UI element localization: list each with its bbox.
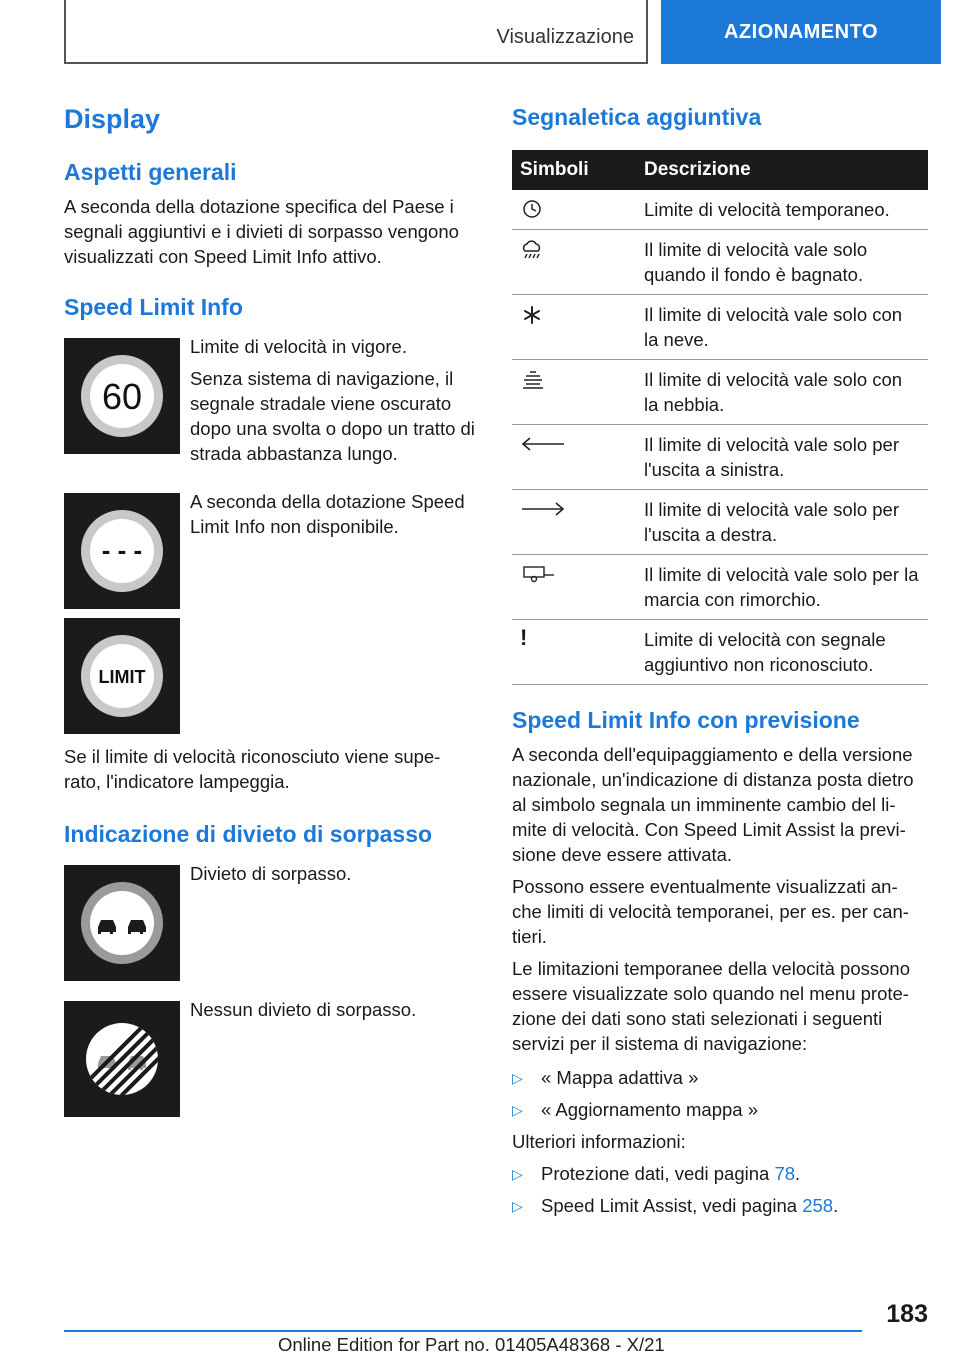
overtake-on-text: Divieto di sorpasso. bbox=[190, 863, 352, 884]
page-number: 183 bbox=[886, 1300, 928, 1328]
exclamation-icon: ! bbox=[520, 625, 528, 650]
table-row bbox=[512, 555, 928, 620]
col-symbol-header: Simboli bbox=[512, 150, 636, 190]
table-row bbox=[512, 490, 928, 555]
row-description: Limite di velocità con segnale aggiuntivo non riconosciuto. bbox=[636, 620, 928, 685]
sign-limit-label: LIMIT bbox=[98, 667, 146, 687]
fog-icon bbox=[520, 369, 546, 391]
chapter-tab: AZIONAMENTO bbox=[661, 0, 941, 64]
speed-sign-unavailable-image bbox=[64, 493, 180, 609]
rain-cloud-icon bbox=[520, 239, 544, 261]
table-row bbox=[512, 190, 928, 230]
more-info-label: Ulteriori informazioni: bbox=[512, 1131, 686, 1152]
table-row bbox=[512, 620, 928, 685]
sign-unavailable-text: A seconda della dotazione Speed Limit Info non disponibile. bbox=[190, 491, 465, 537]
page-link-258[interactable]: 258 bbox=[802, 1195, 834, 1216]
speed-sign-60-image bbox=[64, 338, 180, 454]
table-row bbox=[512, 425, 928, 490]
row-description: Il limite di velocità vale solo con la neve. bbox=[636, 295, 928, 360]
row-description: Il limite di velocità vale solo per l'uscita a sinistra. bbox=[636, 425, 928, 490]
arrow-right-icon bbox=[520, 499, 566, 519]
forecast-paragraph-2: Possono essere eventualmente visualizzati an‐ che limiti di velocità temporanei, per es. per can‐ tieri. bbox=[512, 876, 909, 947]
forecast-paragraph-3: Le limitazioni temporanee della velocità possono essere visualizzate solo quando nel menu prote‐ zione dei dati sono stati selezionati i seguenti servizi per il sistema di navigazione: bbox=[512, 958, 910, 1054]
bullet-triangle-icon: ▷ bbox=[512, 1070, 523, 1086]
no-overtaking-sign-image bbox=[64, 865, 180, 981]
general-text: A seconda della dotazione specifica del Paese i segnali aggiuntivi e i divieti di sorpasso vengono visualizzati con Speed Limit Info attivo. bbox=[64, 196, 459, 267]
page-link-78[interactable]: 78 bbox=[774, 1163, 796, 1184]
header-frame bbox=[64, 0, 648, 64]
arrow-left-icon bbox=[520, 434, 566, 454]
snowflake-icon bbox=[520, 304, 544, 326]
overtake-off-text: Nessun divieto di sorpasso. bbox=[190, 999, 417, 1020]
speed-sign-limit-image bbox=[64, 618, 180, 734]
bullet-triangle-icon: ▷ bbox=[512, 1102, 523, 1118]
bullet-triangle-icon: ▷ bbox=[512, 1166, 523, 1182]
bullet-triangle-icon: ▷ bbox=[512, 1198, 523, 1214]
footer-divider bbox=[64, 1330, 862, 1332]
page-title: Display bbox=[64, 104, 161, 134]
end-no-overtaking-sign-image bbox=[64, 1001, 180, 1117]
sign-60-text2: Senza sistema di navigazione, il segnale stradale viene oscurato dopo una svolta o dopo un tratto di strada abbastanza lungo. bbox=[190, 368, 475, 464]
row-description: Il limite di velocità vale solo per l'uscita a destra. bbox=[636, 490, 928, 555]
additional-signs-table bbox=[512, 150, 928, 685]
table-header-row bbox=[512, 150, 928, 190]
row-description: Il limite di velocità vale solo quando il fondo è bagnato. bbox=[636, 230, 928, 295]
row-description: Il limite di velocità vale solo per la marcia con rimorchio. bbox=[636, 555, 928, 620]
signs-heading: Segnaletica aggiuntiva bbox=[512, 104, 762, 130]
general-heading: Aspetti generali bbox=[64, 159, 237, 185]
sign-dash-label: - - - bbox=[101, 535, 143, 565]
sign-60-label: 60 bbox=[101, 376, 143, 417]
overtake-heading: Indicazione di divieto di sorpasso bbox=[64, 821, 433, 847]
exceed-text: Se il limite di velocità riconosciuto viene supe‐ rato, l'indicatore lampeggia. bbox=[64, 746, 441, 792]
sign-60-text1: Limite di velocità in vigore. bbox=[190, 336, 407, 357]
row-description: Limite di velocità temporaneo. bbox=[636, 190, 928, 230]
col-description-header: Descrizione bbox=[636, 150, 928, 190]
table-row bbox=[512, 295, 928, 360]
trailer-icon bbox=[520, 564, 556, 584]
section-title: Visualizzazione bbox=[496, 26, 634, 48]
sli-heading: Speed Limit Info bbox=[64, 294, 243, 320]
forecast-paragraph-1: A seconda dell'equipaggiamento e della versione nazionale, un'indicazione di distanza posta dietro al simbolo segnala un imminente cambio del li‐ mite di velocità. Con Speed Limit Assist la previ‐ sione deve essere attivata. bbox=[512, 744, 914, 865]
forecast-heading: Speed Limit Info con previsione bbox=[512, 707, 860, 733]
clock-icon bbox=[520, 199, 544, 219]
row-description: Il limite di velocità vale solo con la nebbia. bbox=[636, 360, 928, 425]
table-row bbox=[512, 230, 928, 295]
table-row bbox=[512, 360, 928, 425]
edition-footer: Online Edition for Part no. 01405A48368 - X/21 bbox=[278, 1334, 665, 1355]
